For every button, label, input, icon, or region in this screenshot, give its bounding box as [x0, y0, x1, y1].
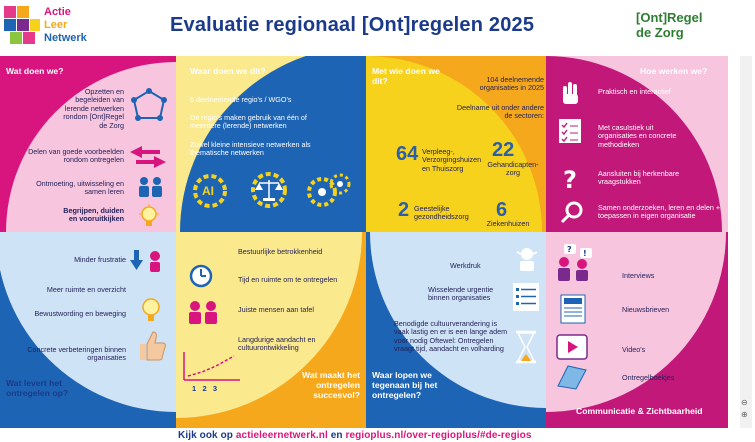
q2-heading: Waar doen we dit? [190, 66, 266, 76]
newsletter-icon [560, 294, 586, 324]
gears-icon [304, 170, 354, 212]
scrollbar[interactable] [740, 56, 752, 428]
lightbulb-icon [138, 204, 160, 230]
q8-item-3: Video's [622, 345, 646, 354]
q8-heading: Communicatie & Zichtbaarheid [576, 406, 703, 416]
q8-item-1: Interviews [622, 271, 655, 280]
q3-heading: Met wie doen we dit? [372, 66, 440, 86]
svg-text:?: ? [563, 166, 577, 192]
hourglass-icon [514, 330, 538, 364]
footer-mid: en [327, 430, 346, 441]
footer-link-actieleernetwerk[interactable]: actieleernetwerk.nl [235, 430, 328, 441]
frustration-arrow-icon [130, 248, 164, 274]
exchange-arrows-icon [130, 146, 166, 168]
q6-item-1: Bestuurlijke betrokkenheid [238, 247, 323, 256]
scroll-up-arrow[interactable]: ⊖ [741, 398, 748, 407]
scales-icon [246, 170, 292, 210]
q5-item-3: Bewustwording en beweging [34, 309, 126, 318]
booklet-icon [556, 364, 588, 390]
svg-text:!: ! [583, 249, 587, 258]
footer-prefix: Kijk ook op [178, 430, 236, 441]
page-title: Evaluatie regionaal [Ont]regelen 2025 [170, 14, 535, 36]
stat-number-4: 6 [496, 199, 508, 221]
footer [178, 430, 532, 441]
logo-mark [4, 6, 40, 46]
q2-p3: Zowel kleine intensieve netwerken als thematische netwerken [190, 140, 311, 158]
meeting-people-icon [186, 300, 220, 326]
q7-item-3: Benodigde cultuurverandering is vaak lastig en er is een lange adem voor nodig Oftewel: Ontregelen vraagt tijd, aandacht en volharding [394, 319, 508, 354]
q1-heading: Wat doen we? [6, 66, 64, 76]
checklist-icon [558, 118, 582, 144]
q6-item-3: Juiste mensen aan tafel [238, 305, 314, 314]
q5-heading: Wat levert het ontregelen op? [6, 378, 69, 398]
q5-item-1: Minder frustratie [74, 255, 126, 264]
q4-item-4: Samen onderzoeken, leren en delen + toepassen in eigen organisatie [598, 203, 721, 221]
q1-item-3: Ontmoeting, uitwisseling en samen leren [36, 179, 124, 197]
q7-heading: Waar lopen we tegenaan bij het ontregelen? [372, 370, 438, 400]
growth-chart-icon [182, 350, 242, 386]
q1-item-4: Begrijpen, duiden en vooruitkijken [63, 206, 124, 224]
stat-label-1: Verpleeg-, Verzorgingshuizen en Thuiszorg [422, 147, 482, 173]
thumbs-up-icon [136, 330, 166, 362]
q5-item-2: Meer ruimte en overzicht [46, 285, 126, 294]
scroll-down-arrow[interactable]: ⊕ [741, 410, 748, 419]
q8-item-4: Ontregelboekjes [622, 373, 675, 382]
q4-item-1: Praktisch en interactief [598, 87, 671, 96]
stopwatch-icon [188, 262, 214, 288]
q4-item-3: Aansluiten bij herkenbare vraagstukken [598, 169, 680, 187]
ai-gear-icon: AI [190, 172, 230, 210]
q8-item-2: Nieuwsbrieven [622, 305, 670, 314]
brand-logo: [Ont]Regel de Zorg [636, 10, 703, 40]
people-group-icon [138, 176, 164, 198]
svg-text:?: ? [567, 245, 572, 254]
question-mark-icon [560, 166, 580, 192]
q1-item-1: Opzetten en begeleiden van lerende netwerken rondom [Ont]Regel de Zorg [63, 87, 124, 130]
stat-number-2: 22 [492, 139, 515, 161]
step-labels: 1 2 3 [192, 384, 218, 393]
video-player-icon [556, 334, 588, 360]
list-document-icon [512, 282, 540, 312]
q3-intro: 104 deelnemende organisaties in 2025 [479, 75, 544, 93]
q3-intro2: Deelname uit onder andere de sectoren: [456, 103, 544, 121]
stat-label-4: Ziekenhuizen [486, 219, 530, 228]
q4-item-2: Met casuïstiek uit organisaties en concrete methodieken [598, 123, 677, 149]
logo-text: Actie Leer Netwerk [44, 6, 87, 44]
stat-number-3: 2 [398, 199, 410, 221]
stat-number-1: 64 [396, 143, 419, 165]
q5-item-4: Concrete verbeteringen binnen organisaties [27, 345, 126, 363]
stat-label-3: Geestelijke gezondheidszorg [414, 204, 469, 222]
q7-item-1: Werkdruk [450, 261, 481, 270]
q2-p1: 6 deelnemende regio's / WGO's [190, 95, 292, 104]
header [0, 0, 755, 56]
interview-icon [554, 244, 594, 282]
q1-item-2: Delen van goede voorbeelden rondom ontregelen [28, 147, 124, 165]
stat-label-2: Gehandicapten-zorg [487, 160, 539, 178]
overwhelmed-person-icon [514, 244, 540, 272]
q6-item-4: Langdurige aandacht en cultuurontwikkeling [238, 335, 316, 353]
footer-link-regioplus[interactable]: regioplus.nl/over-regioplus/#de-regios [345, 430, 532, 441]
q6-heading: Wat maakt het ontregelen succesvol? [302, 370, 360, 400]
magnifier-icon [560, 200, 584, 224]
q7-item-2: Wisselende urgentie binnen organisaties [428, 285, 494, 303]
hand-icon [560, 80, 582, 106]
network-icon [130, 88, 168, 122]
idea-bulb-icon [140, 296, 162, 324]
q4-heading: Hoe werken we? [640, 66, 708, 76]
q2-p2: De regio's maken gebruik van één of meerdere (lerende) netwerken [190, 113, 307, 131]
q6-item-2: Tijd en ruimte om te ontregelen [238, 275, 338, 284]
